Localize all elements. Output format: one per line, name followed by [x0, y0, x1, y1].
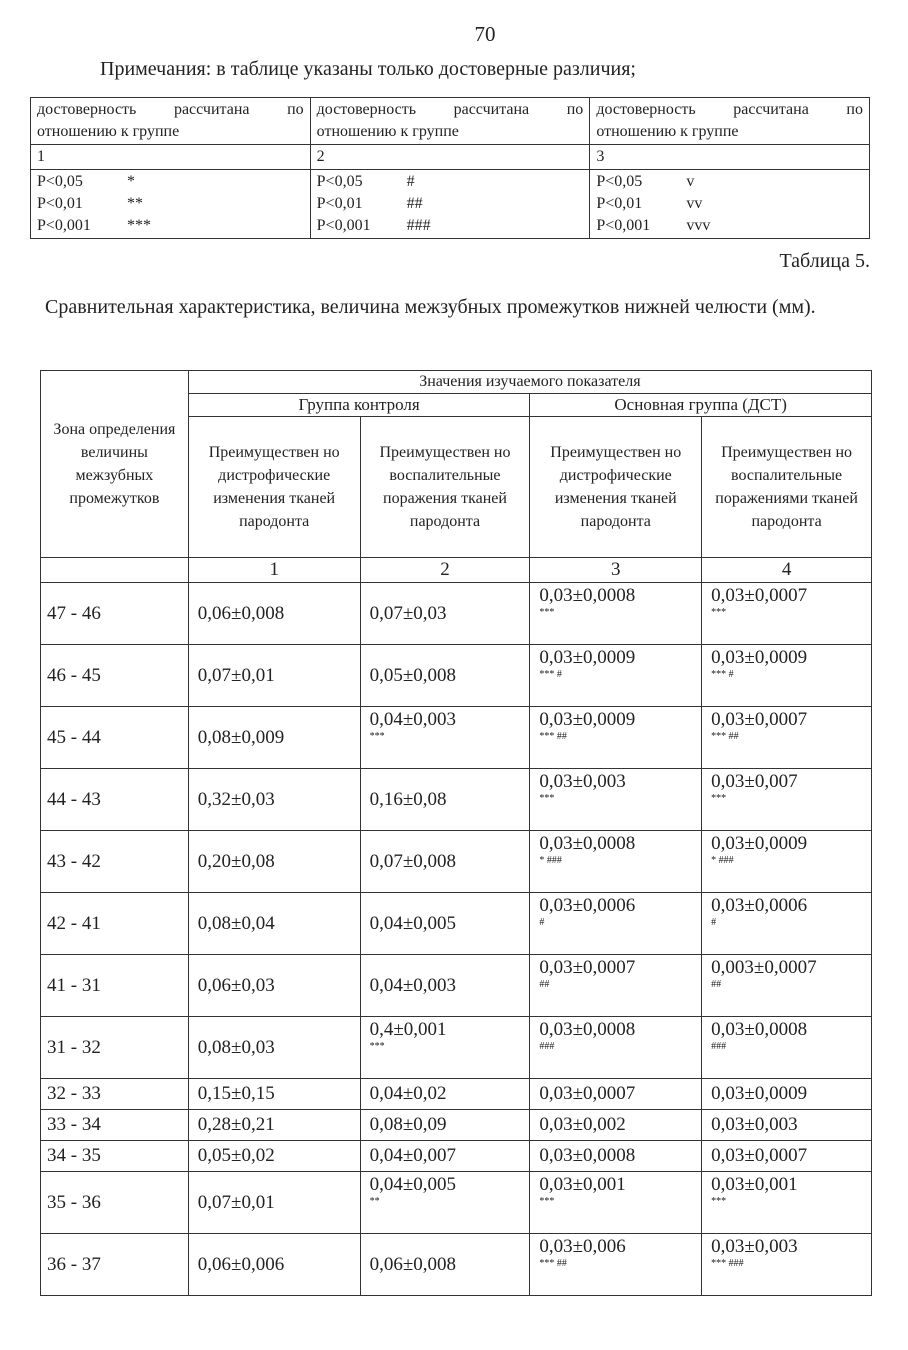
table-row: [41, 583, 872, 645]
legend-group-row: [31, 145, 870, 170]
value-cell: [702, 583, 872, 645]
significance-mark: * ###: [539, 855, 562, 866]
value-text: 0,03±0,0008: [539, 1019, 636, 1040]
value-text: 0,03±0,001: [711, 1174, 798, 1195]
significance-mark: ***: [711, 607, 727, 618]
significance-mark: ***: [369, 1041, 385, 1052]
legend-mark: vvv: [686, 217, 711, 234]
legend-p-value: P<0,01: [316, 195, 363, 212]
significance-mark: *** #: [711, 669, 734, 680]
value-cell: [360, 1017, 530, 1079]
legend-mark: *: [127, 173, 135, 190]
subheader-2: Преимуществен но воспалительные поражения тканей пародонта: [360, 417, 530, 558]
significance-legend-table: [30, 97, 870, 239]
significance-mark: *** ###: [711, 1258, 744, 1269]
value-cell: [702, 1017, 872, 1079]
legend-mark: v: [686, 173, 695, 190]
table-row: [41, 1110, 872, 1141]
significance-mark: ***: [711, 1196, 727, 1207]
table-label: Таблица 5.: [779, 250, 870, 272]
zone-cell: 46 - 45: [41, 645, 189, 707]
significance-mark: *** #: [539, 669, 562, 680]
value-cell: 0,04±0,02: [360, 1079, 530, 1110]
value-cell: 0,03±0,003: [702, 1110, 872, 1141]
zone-cell: 41 - 31: [41, 955, 189, 1017]
legend-header-row: [31, 98, 870, 145]
value-cell: 0,07±0,01: [188, 645, 360, 707]
value-cell: 0,03±0,0007: [530, 1079, 702, 1110]
legend-group: 3: [590, 145, 870, 170]
value-cell: [530, 1172, 702, 1234]
significance-mark: *** ##: [539, 731, 567, 742]
value-cell: [530, 831, 702, 893]
zone-cell: 36 - 37: [41, 1234, 189, 1296]
value-cell: [702, 831, 872, 893]
value-text: 0,03±0,003: [711, 1236, 798, 1257]
significance-mark: ***: [711, 793, 727, 804]
legend-mark: **: [127, 195, 143, 212]
significance-mark: ###: [711, 1041, 727, 1052]
legend-p-value: P<0,01: [37, 195, 83, 212]
table-row: [41, 893, 872, 955]
page-number: 70: [474, 22, 496, 46]
legend-p-value: P<0,05: [316, 173, 363, 190]
legend-level: [37, 193, 304, 215]
value-text: 0,04±0,005: [369, 1174, 457, 1195]
value-cell: 0,05±0,02: [188, 1141, 360, 1172]
value-cell: [530, 769, 702, 831]
significance-mark: * ###: [711, 855, 734, 866]
zone-cell: 35 - 36: [41, 1172, 189, 1234]
value-text: 0,003±0,0007: [711, 957, 817, 978]
table-caption: Сравнительная характеристика, величина межзубных промежутков нижней челюсти (мм).: [45, 296, 816, 318]
value-cell: 0,15±0,15: [188, 1079, 360, 1110]
value-cell: 0,32±0,03: [188, 769, 360, 831]
value-cell: [530, 1234, 702, 1296]
table-row: [41, 1141, 872, 1172]
significance-mark: ##: [711, 979, 722, 990]
value-cell: 0,08±0,009: [188, 707, 360, 769]
interdental-gaps-table: [40, 370, 872, 1296]
value-text: 0,03±0,0009: [711, 647, 808, 668]
value-cell: 0,08±0,03: [188, 1017, 360, 1079]
legend-level: [596, 193, 863, 215]
value-cell: [702, 769, 872, 831]
significance-mark: ###: [539, 1041, 555, 1052]
legend-level: [317, 193, 584, 215]
value-text: 0,03±0,0006: [711, 895, 808, 916]
value-cell: [530, 707, 702, 769]
value-cell: 0,06±0,006: [188, 1234, 360, 1296]
value-text: 0,03±0,0007: [711, 585, 808, 606]
table-row: [41, 1234, 872, 1296]
legend-header: достоверность рассчитана по отношению к группе: [590, 98, 870, 145]
col-number-4: 4: [702, 558, 872, 583]
significance-mark: ***: [369, 731, 385, 742]
value-cell: 0,20±0,08: [188, 831, 360, 893]
value-cell: 0,08±0,09: [360, 1110, 530, 1141]
col-number-3: 3: [530, 558, 702, 583]
value-cell: 0,07±0,01: [188, 1172, 360, 1234]
legend-header: достоверность рассчитана по отношению к группе: [31, 98, 311, 145]
legend-level: [596, 215, 863, 237]
col-number-empty: [41, 558, 189, 583]
legend-level: [317, 171, 584, 193]
value-cell: 0,06±0,008: [188, 583, 360, 645]
legend-p-value: P<0,001: [596, 217, 651, 234]
values-header: Значения изучаемого показателя: [188, 371, 871, 394]
legend-mark: #: [406, 173, 415, 190]
legend-level: [317, 215, 584, 237]
zone-cell: 43 - 42: [41, 831, 189, 893]
value-cell: 0,06±0,03: [188, 955, 360, 1017]
value-text: 0,03±0,0009: [711, 833, 808, 854]
significance-mark: *** ##: [711, 731, 739, 742]
value-cell: [702, 1234, 872, 1296]
table-row: [41, 1079, 872, 1110]
value-cell: [360, 707, 530, 769]
value-text: 0,03±0,0009: [539, 647, 636, 668]
zone-cell: 33 - 34: [41, 1110, 189, 1141]
significance-mark: #: [711, 917, 717, 928]
legend-levels: [310, 170, 590, 239]
table-row: [41, 955, 872, 1017]
legend-level: [37, 215, 304, 237]
value-cell: 0,04±0,007: [360, 1141, 530, 1172]
legend-mark: ##: [406, 195, 423, 212]
subheader-4: Преимуществен но воспалительные поражениями тканей пародонта: [702, 417, 872, 558]
subheader-3: Преимуществен но дистрофические изменения тканей пародонта: [530, 417, 702, 558]
value-text: 0,03±0,0009: [539, 709, 636, 730]
legend-p-value: P<0,05: [37, 173, 83, 190]
col-number-2: 2: [360, 558, 530, 583]
table-row: [41, 645, 872, 707]
legend-mark: vv: [686, 195, 703, 212]
zone-cell: 31 - 32: [41, 1017, 189, 1079]
value-text: 0,03±0,003: [539, 771, 626, 792]
value-cell: [530, 583, 702, 645]
table-row: [41, 1017, 872, 1079]
group-main-header: Основная группа (ДСТ): [530, 394, 872, 417]
subheader-1: Преимуществен но дистрофические изменения тканей пародонта: [188, 417, 360, 558]
significance-mark: ***: [539, 1196, 555, 1207]
col-number-1: 1: [188, 558, 360, 583]
value-cell: [702, 707, 872, 769]
legend-p-value: P<0,001: [316, 217, 371, 234]
significance-mark: **: [369, 1196, 380, 1207]
legend-level: [596, 171, 863, 193]
value-cell: [702, 955, 872, 1017]
table-row: [41, 1172, 872, 1234]
value-text: 0,03±0,0008: [539, 585, 636, 606]
value-cell: [530, 1017, 702, 1079]
group-control-header: Группа контроля: [188, 394, 530, 417]
legend-levels: [590, 170, 870, 239]
value-cell: 0,03±0,0007: [702, 1141, 872, 1172]
significance-mark: #: [539, 917, 545, 928]
legend-group: 2: [310, 145, 590, 170]
value-cell: 0,16±0,08: [360, 769, 530, 831]
legend-mark: ###: [406, 217, 431, 234]
value-cell: [530, 893, 702, 955]
value-cell: 0,07±0,008: [360, 831, 530, 893]
value-cell: 0,28±0,21: [188, 1110, 360, 1141]
significance-mark: ***: [539, 793, 555, 804]
value-cell: 0,03±0,002: [530, 1110, 702, 1141]
value-cell: [702, 645, 872, 707]
zone-cell: 42 - 41: [41, 893, 189, 955]
value-text: 0,03±0,006: [539, 1236, 626, 1257]
value-text: 0,03±0,0006: [539, 895, 636, 916]
notes-title: Примечания: в таблице указаны только достоверные различия;: [100, 58, 636, 80]
value-cell: 0,04±0,003: [360, 955, 530, 1017]
zone-cell: 44 - 43: [41, 769, 189, 831]
significance-mark: *** ##: [539, 1258, 567, 1269]
legend-level: [37, 171, 304, 193]
legend-p-value: P<0,01: [596, 195, 643, 212]
legend-levels-row: [31, 170, 870, 239]
value-text: 0,4±0,001: [369, 1019, 447, 1040]
legend-group: 1: [31, 145, 311, 170]
value-cell: 0,06±0,008: [360, 1234, 530, 1296]
value-text: 0,03±0,0007: [711, 709, 808, 730]
table-row: [41, 769, 872, 831]
legend-p-value: P<0,05: [596, 173, 643, 190]
zone-cell: 32 - 33: [41, 1079, 189, 1110]
significance-mark: ***: [539, 607, 555, 618]
legend-mark: ***: [127, 217, 151, 234]
value-cell: 0,05±0,008: [360, 645, 530, 707]
value-text: 0,03±0,0007: [539, 957, 636, 978]
value-cell: [530, 645, 702, 707]
value-text: 0,03±0,007: [711, 771, 798, 792]
zone-cell: 45 - 44: [41, 707, 189, 769]
value-text: 0,03±0,001: [539, 1174, 626, 1195]
table-row: [41, 831, 872, 893]
value-cell: 0,07±0,03: [360, 583, 530, 645]
legend-p-value: P<0,001: [37, 217, 91, 234]
value-cell: 0,03±0,0008: [530, 1141, 702, 1172]
zone-cell: 47 - 46: [41, 583, 189, 645]
value-cell: 0,08±0,04: [188, 893, 360, 955]
zone-header: Зона определения величины межзубных промежутков: [41, 371, 189, 558]
value-cell: [530, 955, 702, 1017]
value-cell: [702, 893, 872, 955]
value-cell: 0,03±0,0009: [702, 1079, 872, 1110]
value-text: 0,03±0,0008: [711, 1019, 808, 1040]
legend-header: достоверность рассчитана по отношению к группе: [310, 98, 590, 145]
zone-cell: 34 - 35: [41, 1141, 189, 1172]
value-cell: [360, 1172, 530, 1234]
legend-levels: [31, 170, 311, 239]
value-cell: [702, 1172, 872, 1234]
significance-mark: ##: [539, 979, 550, 990]
value-text: 0,03±0,0008: [539, 833, 636, 854]
value-cell: 0,04±0,005: [360, 893, 530, 955]
table-row: [41, 707, 872, 769]
value-text: 0,04±0,003: [369, 709, 457, 730]
